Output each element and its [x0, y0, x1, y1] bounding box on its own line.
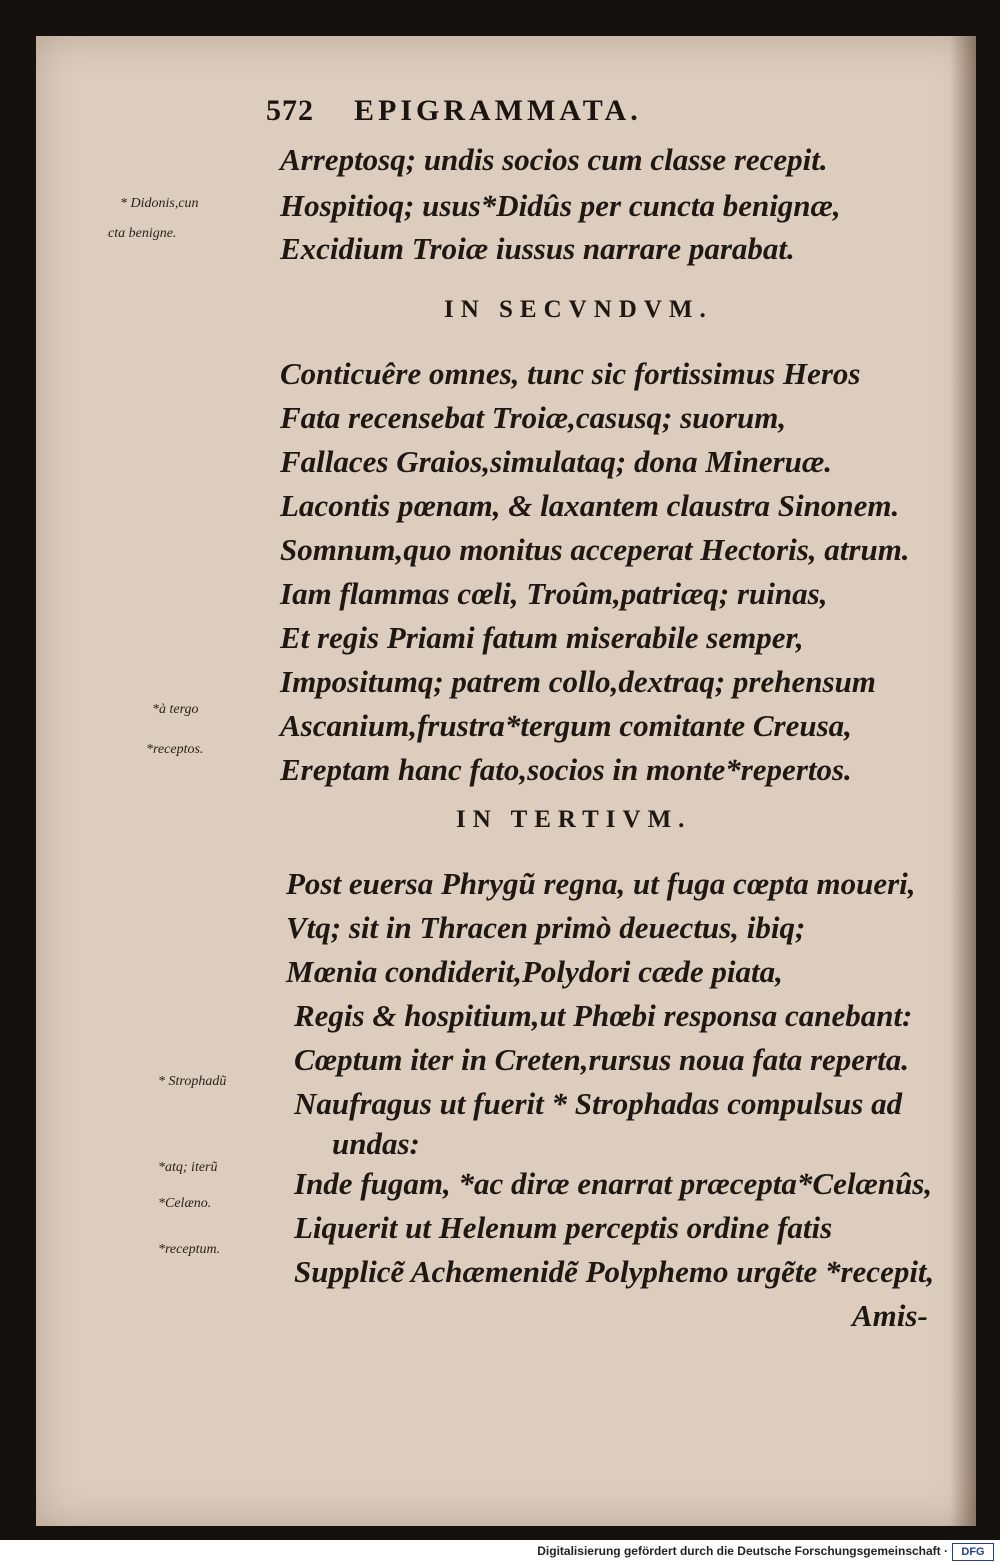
section-heading-tertium: IN TERTIVM. [456, 806, 692, 833]
verse-line: Post euersa Phrygũ regna, ut fuga cœpta moueri, [286, 866, 916, 901]
dfg-logo: DFG [952, 1543, 994, 1561]
marginal-note: *atq; iterũ [158, 1160, 218, 1175]
verse-line: Somnum,quo monitus acceperat Hectoris, atrum. [280, 532, 910, 567]
marginal-note: *à tergo [152, 702, 199, 717]
book-page [36, 36, 976, 1526]
marginal-note: * Strophadũ [158, 1074, 227, 1089]
marginal-note: cta benigne. [108, 226, 177, 241]
verse-line: Cœptum iter in Creten,rursus noua fata reperta. [294, 1042, 909, 1077]
verse-line: Arreptosq; undis socios cum classe recepit. [280, 142, 828, 177]
verse-line: undas: [332, 1126, 420, 1161]
verse-line: Liquerit ut Helenum perceptis ordine fatis [294, 1210, 833, 1245]
verse-line: Mœnia condiderit,Polydori cæde piata, [286, 954, 783, 989]
footer-credit: Digitalisierung gefördert durch die Deutsche Forschungsgemeinschaft · [537, 1544, 948, 1558]
verse-line: Regis & hospitium,ut Phœbi responsa canebant: [294, 998, 913, 1033]
verse-line: Ascanium,frustra*tergum comitante Creusa, [280, 708, 852, 743]
marginal-note: *receptos. [146, 742, 204, 757]
section-heading-secundum: IN SECVNDVM. [444, 296, 713, 323]
verse-line: Ereptam hanc fato,socios in monte*repertos. [280, 752, 852, 787]
verse-line: Et regis Priami fatum miserabile semper, [280, 620, 804, 655]
marginal-note: * Didonis,cun [120, 196, 199, 211]
verse-line: Vtq; sit in Thracen primò deuectus, ibiq; [286, 910, 806, 945]
verse-line: Fallaces Graios,simulataq; dona Mineruæ. [280, 444, 833, 479]
running-title: EPIGRAMMATA. [354, 94, 642, 127]
verse-line: Fata recensebat Troiæ,casusq; suorum, [280, 400, 787, 435]
verse-line: Naufragus ut fuerit * Strophadas compulsus ad [294, 1086, 903, 1121]
verse-line: Conticuêre omnes, tunc sic fortissimus Heros [280, 356, 861, 391]
digitization-footer [0, 1540, 1000, 1563]
marginal-note: *Celæno. [158, 1196, 212, 1211]
verse-line: Excidium Troiæ iussus narrare parabat. [280, 231, 795, 266]
marginal-note: *receptum. [158, 1242, 221, 1257]
verse-line: Lacontis pœnam, & laxantem claustra Sinonem. [280, 488, 900, 523]
running-header [266, 94, 642, 128]
verse-line: Impositumq; patrem collo,dextraq; prehensum [280, 664, 876, 699]
page-number: 572 [266, 94, 314, 127]
verse-line: Iam flammas cœli, Troûm,patriæq; ruinas, [280, 576, 828, 611]
verse-line: Supplicẽ Achæmenidẽ Polyphemo urgẽte *recepit, [294, 1254, 935, 1289]
verse-line: Hospitioq; usus*Didûs per cuncta benignæ, [280, 188, 841, 223]
catchword: Amis- [852, 1298, 928, 1333]
verse-line: Inde fugam, *ac diræ enarrat præcepta*Celænûs, [294, 1166, 933, 1201]
